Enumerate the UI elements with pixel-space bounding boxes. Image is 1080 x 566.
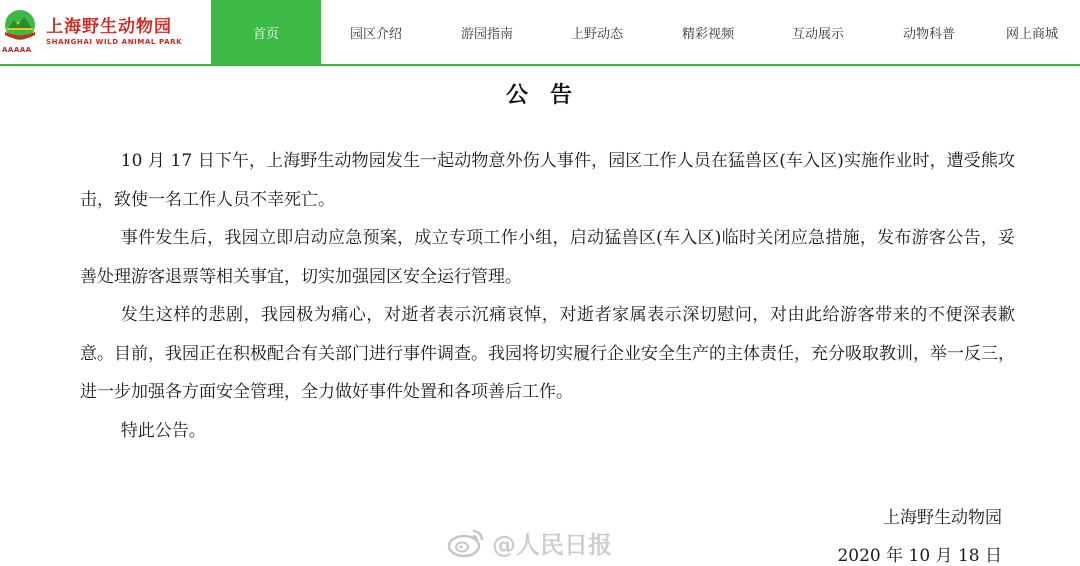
park-name-cn: 上海野生动物园	[46, 17, 172, 37]
nav-item-online-shop[interactable]: 网上商城	[1005, 26, 1058, 42]
notice-signature: 上海野生动物园	[883, 508, 1002, 528]
header-divider	[0, 64, 1080, 66]
notice-paragraph: 特此公告。	[120, 420, 206, 441]
notice-date: 2020 年 10 月 18 日	[837, 546, 1002, 566]
park-name-en: SHANGHAI WILD ANIMAL PARK	[46, 38, 183, 46]
nav-item-park-intro[interactable]: 园区介绍	[349, 26, 402, 42]
rating-badge: AAAAA	[2, 46, 32, 54]
site-header	[0, 0, 1080, 66]
notice-body	[80, 142, 1015, 450]
notice-paragraph: 发生这样的悲剧，我园极为痛心，对逝者表示沉痛哀悼，对逝者家属表示深切慰问，对由此给游客带来的不便深表歉意。目前，我园正在积极配合有关部门进行事件调查。我园将切实履行企业安全生产的主体责任，充分吸取教训，举一反三，进一步加强各方面安全管理，全力做好事件处置和各项善后工作。	[80, 305, 1015, 402]
weibo-icon	[446, 525, 486, 559]
main-nav	[0, 0, 1080, 64]
nav-item-visitor-guide[interactable]: 游园指南	[460, 26, 513, 42]
nav-item-news[interactable]: 上野动态	[570, 26, 623, 42]
notice-paragraph: 10 月 17 日下午，上海野生动物园发生一起动物意外伤人事件，园区工作人员在猛兽区(车入区)实施作业时，遭受熊攻击，致使一名工作人员不幸死亡。	[80, 151, 1015, 210]
source-watermark	[446, 522, 612, 562]
nav-item-videos[interactable]: 精彩视频	[681, 26, 734, 42]
notice-paragraph: 事件发生后，我园立即启动应急预案，成立专项工作小组，启动猛兽区(车入区)临时关闭应急措施，发布游客公告，妥善处理游客退票等相关事宜，切实加强园区安全运行管理。	[80, 228, 1015, 287]
nav-item-animal-science[interactable]: 动物科普	[902, 26, 955, 42]
nav-item-interactive[interactable]: 互动展示	[791, 26, 844, 42]
notice-title: 公告	[505, 83, 594, 108]
watermark-text: @人民日报	[492, 530, 612, 559]
nav-item-home[interactable]: 首页	[211, 0, 321, 64]
